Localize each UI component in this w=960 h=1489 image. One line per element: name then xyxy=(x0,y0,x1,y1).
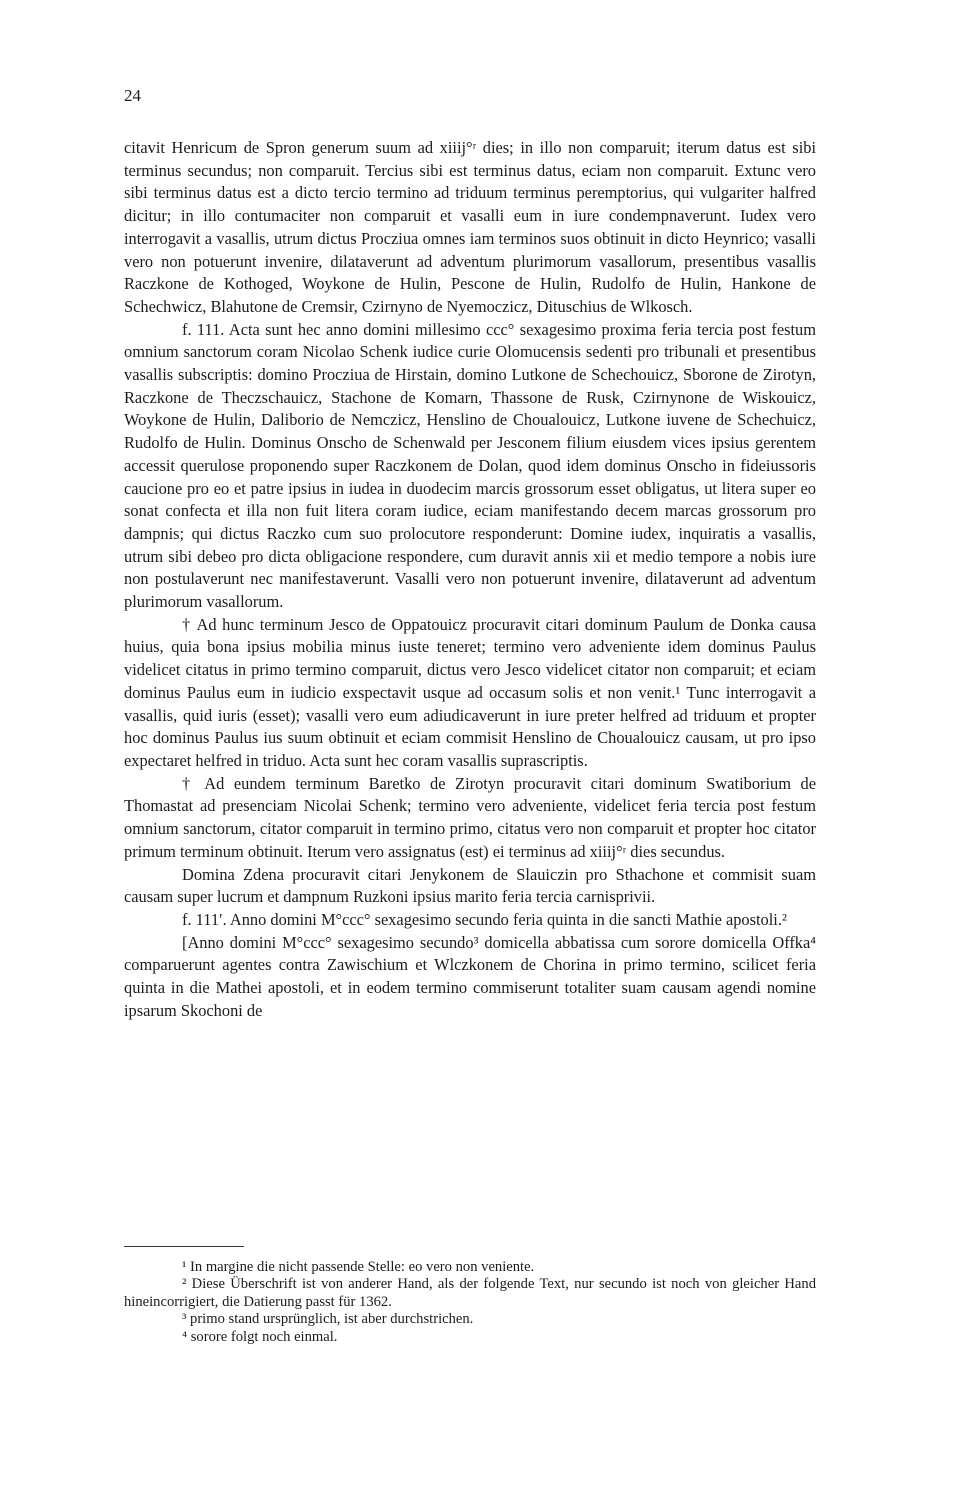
paragraph: [Anno domini M°ccc° sexagesimo secundo³ domicella abbatissa cum sorore domicella Offka⁴ comparuerunt agentes contra Zawischium et Wlczkonem de Chorina in primo termino, scilicet feria quinta in die Mathei apostoli, et in eodem termino commiserunt totaliter suam causam agendi nomine ipsarum Skochoni de xyxy=(124,932,816,1020)
footnote: ¹ In margine die nicht passende Stelle: eo vero non veniente. xyxy=(182,1259,535,1275)
footnote: ³ primo stand ursprünglich, ist aber durchstrichen. xyxy=(182,1311,474,1328)
paragraph: † Ad eundem terminum Baretko de Zirotyn procuravit citari dominum Swatiborium de Thomastat ad presenciam Nicolai Schenk; termino vero adveniente, videlicet feria tercia post festum omnium sanctorum, citator comparuit in termino primo, citatus vero non comparuit et propter hoc citator primum terminum obtinuit. Iterum vero assignatus (est) ei terminus ad xiiij°ʳ dies secundus. xyxy=(124,773,816,861)
main-text xyxy=(124,137,816,1022)
paragraph: citavit Henricum de Spron generum suum ad xiiij°ʳ dies; in illo non comparuit; iterum datus est sibi terminus secundus; non comparuit. Tercius sibi est terminus datus, eciam non comparuit. Extunc vero sibi terminus datus est a dicto tercio termino ad triduum terminus peremptorius, qui vulgariter halfred dicitur; in illo contumaciter non comparuit et vasalli eum in iure condempnaverunt. Iudex vero interrogavit a vasallis, utrum dictus Procziua omnes iam terminos suos obtinuit in dicto Heynrico; vasalli vero non potuerunt invenire, dilataverunt ad adventum plurimorum vasallorum, presentibus vasallis Raczkone de Kothoged, Woykone de Hulin, Pescone de Hulin, Rudolfo de Hulin, Hankone de Schechwicz, Blahutone de Cremsir, Czirnyno de Nyemoczicz, Dituschius de Wlkosch. xyxy=(124,138,816,316)
footnote: ⁴ sorore folgt noch einmal. xyxy=(182,1328,338,1345)
footnotes xyxy=(124,1259,816,1346)
page-number: 24 xyxy=(124,86,141,105)
footnote: ² Diese Überschrift ist von anderer Hand, als der folgende Text, nur secundo ist noch von gleicher Hand hineincorrigiert, die Datierung passt für 1362. xyxy=(124,1276,816,1310)
footnote-divider xyxy=(124,1246,244,1247)
paragraph: f. 111. Acta sunt hec anno domini millesimo ccc° sexagesimo proxima feria tercia post festum omnium sanctorum coram Nicolao Schenk iudice curie Olomucensis sedenti pro tribunali et presentibus vasallis subscriptis: domino Procziua de Hirstain, domino Lutkone de Schechouicz, Sborone de Zirotyn, Raczkone de Theczschauicz, Stachone de Komarn, Thassone de Rusk, Czirnynone de Wiskouicz, Woykone de Hulin, Daliborio de Nemczicz, Henslino de Choualouicz, Lutkone iuvene de Schechuicz, Rudolfo de Hulin. Dominus Onscho de Schenwald per Jesconem filium eiusdem vices ipsius gerentem accessit querulose proponendo super Raczkonem de Dolan, quod idem dominus Onscho in fideiussoris caucione pro eo et patre ipsius in iudea in duodecim marcis grossorum esset obligatus, ut litera super eo sonat confecta et illa non fuit litera coram iudice, eciam manifestando decem marcas grossorum pro dampnis; qui dictus Raczko cum suo prolocutore responderunt: Domine iudex, inquiratis a vasallis, utrum sibi debeo pro dicta obligacione respondere, cum duravit annis xii et medio tempore a nobis iure non postulaverunt nec manifestaverunt. Vasalli vero non potuerunt invenire, dilataverunt ad adventum plurimorum vasallorum. xyxy=(124,319,816,612)
paragraph: † Ad hunc terminum Jesco de Oppatouicz procuravit citari dominum Paulum de Donka causa huius, quia bona ipsius mobilia minus iuste teneret; termino vero adveniente idem dominus Paulus videlicet citatus in primo termino comparuit, dictus vero Jesco videlicet citator non comparuit; et eciam dominus Paulus eum in iudicio exspectavit usque ad occasum solis et non venit.¹ Tunc interrogavit a vasallis, quid iuris (esset); vasalli vero eum adiudicaverunt in iure preter helfred ad triduum et propter hoc dominus Paulus ius suum obtinuit et eciam commisit Henslino de Choualouicz causam, ut pro ipso expectaret helfred in triduo. Acta sunt hec coram vasallis suprascriptis. xyxy=(124,614,816,770)
paragraph: Domina Zdena procuravit citari Jenykonem de Slauiczin pro Sthachone et commisit suam causam super lucrum et dampnum Ruzkoni ipsius marito feria tercia carnisprivii. xyxy=(124,864,816,907)
paragraph: f. 111′. Anno domini M°ccc° sexagesimo secundo feria quinta in die sancti Mathie apostoli.² xyxy=(182,909,787,929)
